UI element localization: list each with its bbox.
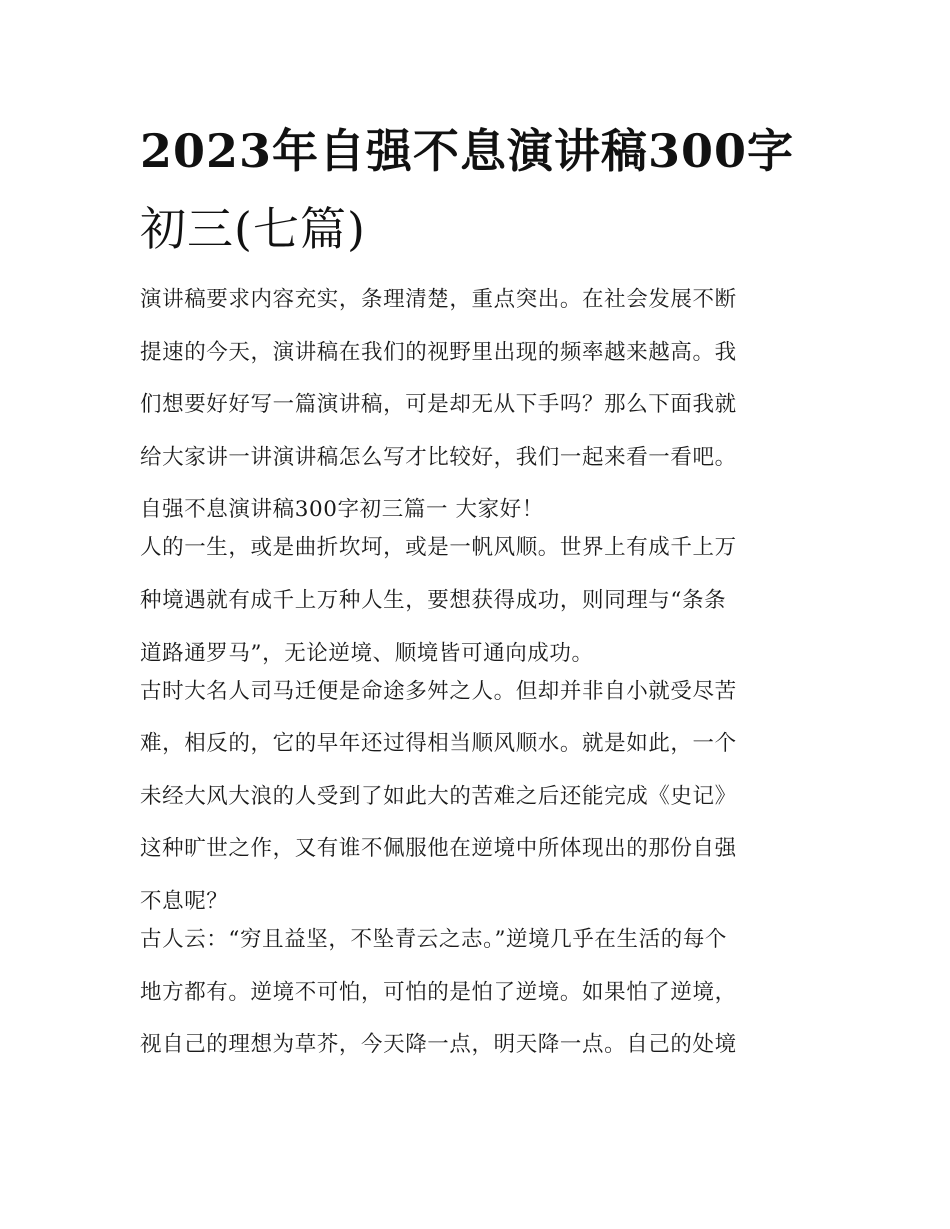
body-line: 这种旷世之作，又有谁不佩服他在逆境中所体现出的那份自强 bbox=[140, 836, 737, 862]
body-line: 给大家讲一讲演讲稿怎么写才比较好，我们一起来看一看吧。 bbox=[140, 444, 737, 470]
body-line: 未经大风大浪的人受到了如此大的苦难之后还能完成《史记》 bbox=[140, 783, 737, 809]
title-line-1: 2023年自强不息演讲稿300字 bbox=[140, 124, 795, 178]
body-line: 古人云：“穷且益坚，不坠青云之志。”逆境几乎在生活的每个 bbox=[140, 926, 728, 952]
body-line: 提速的今天，演讲稿在我们的视野里出现的频率越来越高。我 bbox=[140, 339, 737, 365]
body-line: 不息呢？ bbox=[140, 888, 229, 914]
body-line: 地方都有。逆境不可怕，可怕的是怕了逆境。如果怕了逆境， bbox=[140, 979, 737, 1005]
body-line: 视自己的理想为草芥，今天降一点，明天降一点。自己的处境 bbox=[140, 1032, 737, 1058]
body-line: 们想要好好写一篇演讲稿，可是却无从下手吗？那么下面我就 bbox=[140, 392, 737, 418]
body-line: 难，相反的，它的早年还过得相当顺风顺水。就是如此，一个 bbox=[140, 731, 737, 757]
body-line: 道路通罗马”，无论逆境、顺境皆可通向成功。 bbox=[140, 640, 594, 666]
body-line: 人的一生，或是曲折坎坷，或是一帆风顺。世界上有成千上万 bbox=[140, 535, 737, 561]
section-heading-line: 自强不息演讲稿300字初三篇一 大家好！ bbox=[140, 497, 544, 523]
title-line-2: 初三(七篇) bbox=[140, 202, 366, 256]
body-line: 演讲稿要求内容充实，条理清楚，重点突出。在社会发展不断 bbox=[140, 287, 737, 312]
body-line: 古时大名人司马迁便是命途多舛之人。但却并非自小就受尽苦 bbox=[140, 678, 737, 704]
body-text bbox=[140, 280, 820, 1078]
body-line: 种境遇就有成千上万种人生，要想获得成功，则同理与“条条 bbox=[140, 587, 727, 613]
page-title bbox=[140, 112, 820, 268]
